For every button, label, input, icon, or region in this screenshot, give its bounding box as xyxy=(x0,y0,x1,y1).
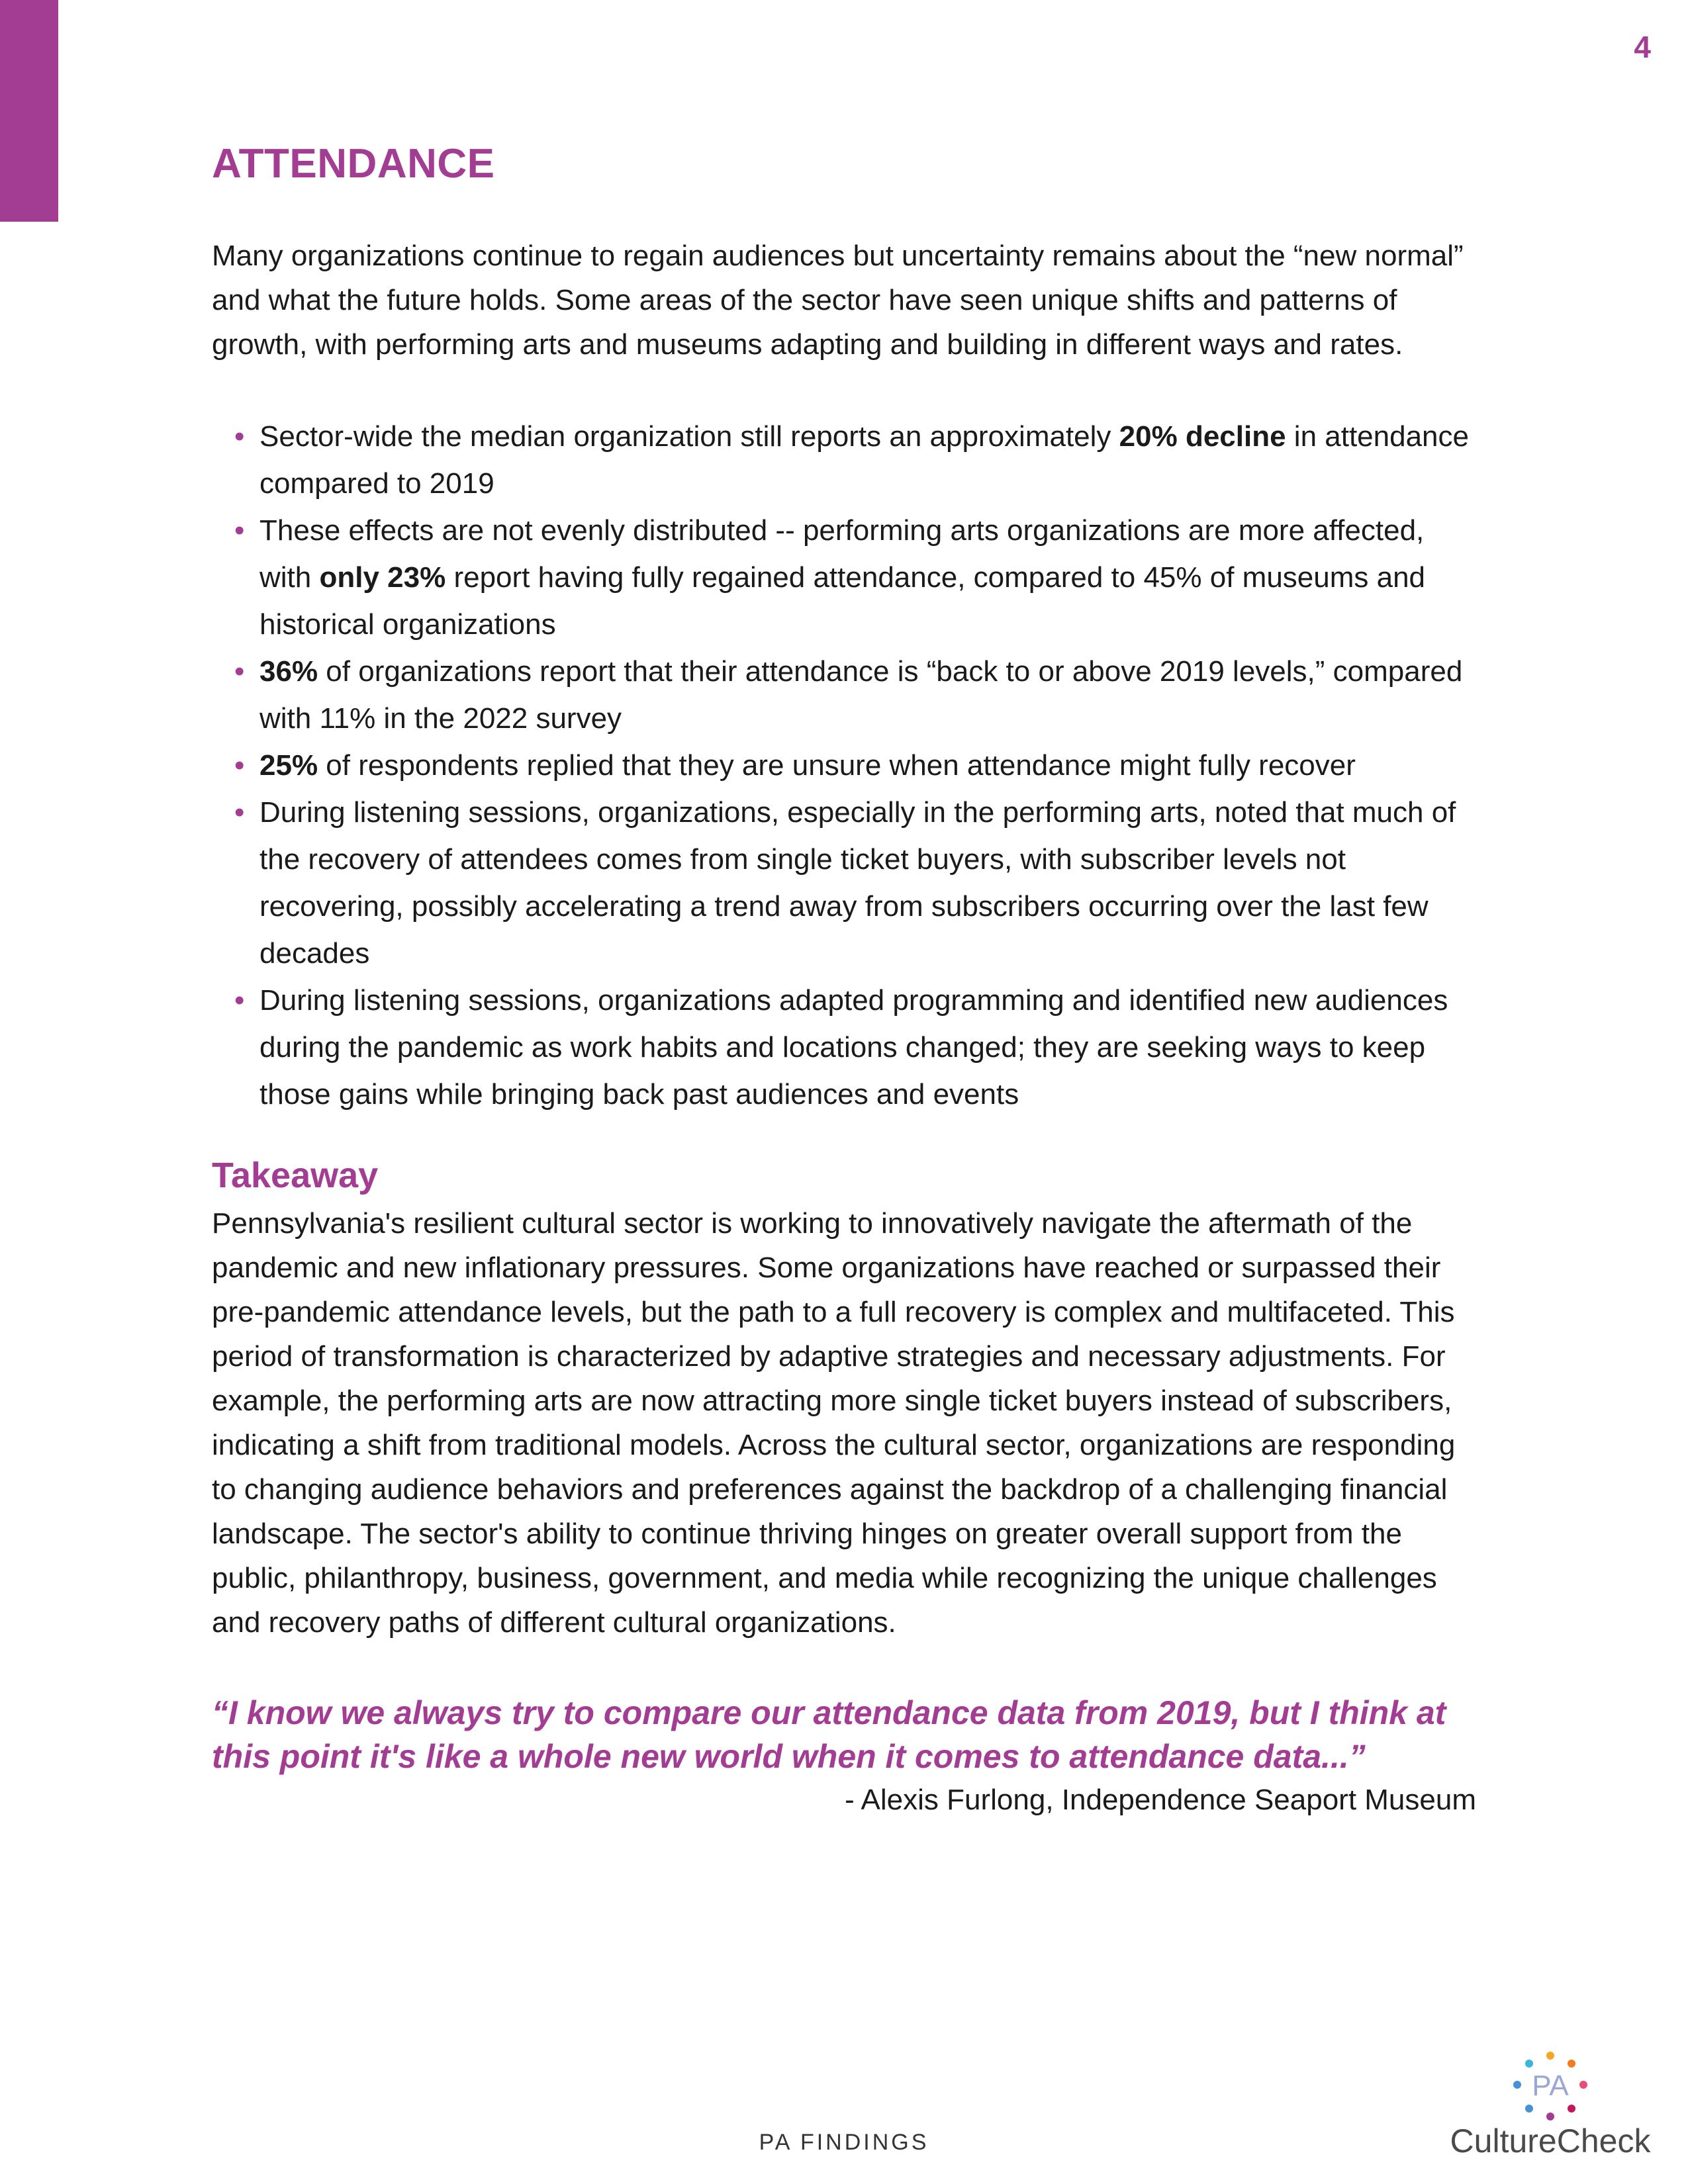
bullet-icon: • xyxy=(234,655,245,688)
bullet-icon: • xyxy=(234,514,245,547)
logo-dot xyxy=(1525,2060,1533,2068)
page-number: 4 xyxy=(1634,30,1651,64)
logo-dot xyxy=(1525,2105,1533,2113)
bullet-text: of organizations report that their attendance is “back to or above 2019 levels,” compared with 11% in the 2022 survey xyxy=(259,655,1463,735)
accent-bar xyxy=(0,0,58,222)
logo-mark-text: PA xyxy=(1532,2070,1569,2102)
bullet-text: During listening sessions, organizations adapted programming and identified new audiences during the pandemic as work habits and locations changed; they are seeking ways to keep those gains while bringing back past audiences and events xyxy=(259,984,1448,1111)
main-content xyxy=(212,140,1483,1822)
bullet-emphasis: 20% decline xyxy=(1119,420,1286,453)
bullet-text: Sector-wide the median organization still reports an approximately xyxy=(259,420,1119,453)
bullet-icon: • xyxy=(234,984,245,1017)
bullet-emphasis: only 23% xyxy=(319,561,446,594)
quote-attribution: - Alexis Furlong, Independence Seaport Museum xyxy=(845,1784,1476,1816)
bullet-emphasis: 36% xyxy=(259,655,318,688)
bullet-icon: • xyxy=(234,420,245,453)
bullet-text: These effects are not evenly distributed -- performing arts organizations are more affected, with xyxy=(259,514,1425,594)
list-item xyxy=(234,742,1483,789)
section-title: ATTENDANCE xyxy=(212,141,495,187)
culturecheck-logo xyxy=(1438,2050,1663,2163)
takeaway-title: Takeaway xyxy=(212,1156,379,1195)
logo-dot xyxy=(1513,2081,1521,2089)
logo-dot xyxy=(1546,2052,1554,2060)
bullet-icon: • xyxy=(234,796,245,829)
bullet-text: of respondents replied that they are unsure when attendance might fully recover xyxy=(318,749,1356,782)
logo-dot xyxy=(1546,2113,1554,2120)
logo-dot xyxy=(1568,2060,1575,2068)
intro-paragraph: Many organizations continue to regain audiences but uncertainty remains about the “new normal” and what the future holds. Some areas of the sector have seen unique shifts and patterns of growth, with performing arts and museums adapting and building in different ways and rates. xyxy=(212,240,1464,361)
findings-list xyxy=(212,413,1483,1118)
list-item xyxy=(234,977,1483,1118)
bullet-text: in attendance compared to 2019 xyxy=(259,420,1470,500)
bullet-icon: • xyxy=(234,749,245,782)
list-item xyxy=(234,413,1483,507)
bullet-text: report having fully regained attendance, compared to 45% of museums and historical organizations xyxy=(259,561,1426,641)
logo-wordmark: CultureCheck xyxy=(1450,2122,1651,2160)
list-item xyxy=(234,789,1483,977)
pull-quote: “I know we always try to compare our attendance data from 2019, but I think at this point it's like a whole new world when it comes to attendance data...” xyxy=(212,1694,1446,1775)
pa-dots-logo-icon xyxy=(1511,2050,1590,2123)
list-item xyxy=(234,507,1483,648)
footer-label: PA FINDINGS xyxy=(759,2130,929,2155)
logo-dot xyxy=(1568,2105,1575,2113)
takeaway-paragraph: Pennsylvania's resilient cultural sector is working to innovatively navigate the aftermath of the pandemic and new inflationary pressures. Some organizations have reached or surpassed their pre-pandemic attendance levels, but the path to a full recovery is complex and multifaceted. This period of transformation is characterized by adaptive strategies and necessary adjustments. For example, the performing arts are now attracting more single ticket buyers instead of subscribers, indicating a shift from traditional models. Across the cultural sector, organizations are responding to changing audience behaviors and preferences against the backdrop of a challenging financial landscape. The sector's ability to continue thriving hinges on greater overall support from the public, philanthropy, business, government, and media while recognizing the unique challenges and recovery paths of different cultural organizations. xyxy=(212,1207,1456,1639)
list-item xyxy=(234,648,1483,742)
logo-dot xyxy=(1579,2081,1587,2089)
bullet-text: During listening sessions, organizations, especially in the performing arts, noted that much of the recovery of attendees comes from single ticket buyers, with subscriber levels not recovering, possibly accelerating a trend away from subscribers occurring over the last few decades xyxy=(259,796,1456,970)
bullet-emphasis: 25% xyxy=(259,749,318,782)
